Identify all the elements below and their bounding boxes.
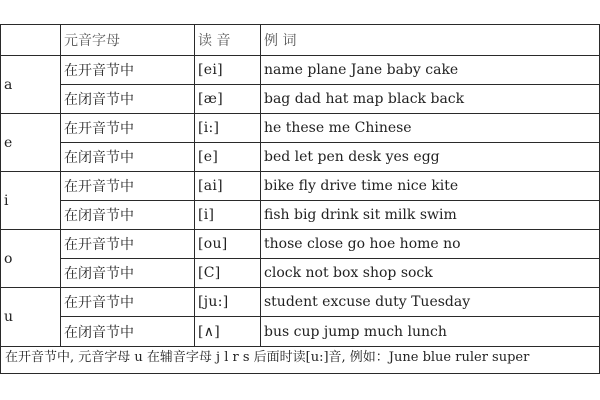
table-row (1, 288, 600, 317)
table-row (1, 172, 600, 201)
example-words: bus cup jump much lunch (261, 317, 600, 347)
phonetic-sound: [i] (195, 201, 261, 230)
syllable-type: 在开音节中 (61, 56, 195, 85)
syllable-type: 在开音节中 (61, 172, 195, 201)
vowel-pronunciation-table (0, 24, 600, 347)
vowel-letter-o: o (1, 230, 61, 288)
example-words: he these me Chinese (261, 114, 600, 143)
syllable-type: 在闭音节中 (61, 201, 195, 230)
example-words: student excuse duty Tuesday (261, 288, 600, 317)
syllable-type: 在闭音节中 (61, 259, 195, 288)
syllable-type: 在开音节中 (61, 230, 195, 259)
phonetic-sound: [ju:] (195, 288, 261, 317)
phonetic-sound: [ei] (195, 56, 261, 85)
table-row (1, 201, 600, 230)
phonetic-sound: [i:] (195, 114, 261, 143)
header-vowel-letter: 元音字母 (61, 25, 195, 56)
table-row (1, 85, 600, 114)
vowel-letter-a: a (1, 56, 61, 114)
table-row (1, 259, 600, 288)
vowel-letter-i: i (1, 172, 61, 230)
table-row (1, 56, 600, 85)
phonetic-sound: [C] (195, 259, 261, 288)
example-words: clock not box shop sock (261, 259, 600, 288)
example-words: name plane Jane baby cake (261, 56, 600, 85)
example-words: bed let pen desk yes egg (261, 143, 600, 172)
syllable-type: 在开音节中 (61, 114, 195, 143)
syllable-type: 在开音节中 (61, 288, 195, 317)
table-row (1, 114, 600, 143)
syllable-type: 在闭音节中 (61, 143, 195, 172)
phonetic-sound: [∧] (195, 317, 261, 347)
phonetic-sound: [e] (195, 143, 261, 172)
example-words: bag dad hat map black back (261, 85, 600, 114)
table-header-row (1, 25, 600, 56)
example-words: fish big drink sit milk swim (261, 201, 600, 230)
vowel-letter-u: u (1, 288, 61, 347)
table-row (1, 317, 600, 347)
header-pronunciation: 读 音 (195, 25, 261, 56)
vowel-letter-e: e (1, 114, 61, 172)
phonetic-sound: [ai] (195, 172, 261, 201)
table-row (1, 230, 600, 259)
syllable-type: 在闭音节中 (61, 317, 195, 347)
syllable-type: 在闭音节中 (61, 85, 195, 114)
header-examples: 例 词 (261, 25, 600, 56)
table-row (1, 143, 600, 172)
example-words: bike fly drive time nice kite (261, 172, 600, 201)
header-blank (1, 25, 61, 56)
phonetic-sound: [æ] (195, 85, 261, 114)
example-words: those close go hoe home no (261, 230, 600, 259)
footnote-rule: 在开音节中, 元音字母 u 在辅音字母 j l r s 后面时读[u:]音, 例如：June blue ruler super (0, 343, 600, 374)
phonetic-sound: [ou] (195, 230, 261, 259)
